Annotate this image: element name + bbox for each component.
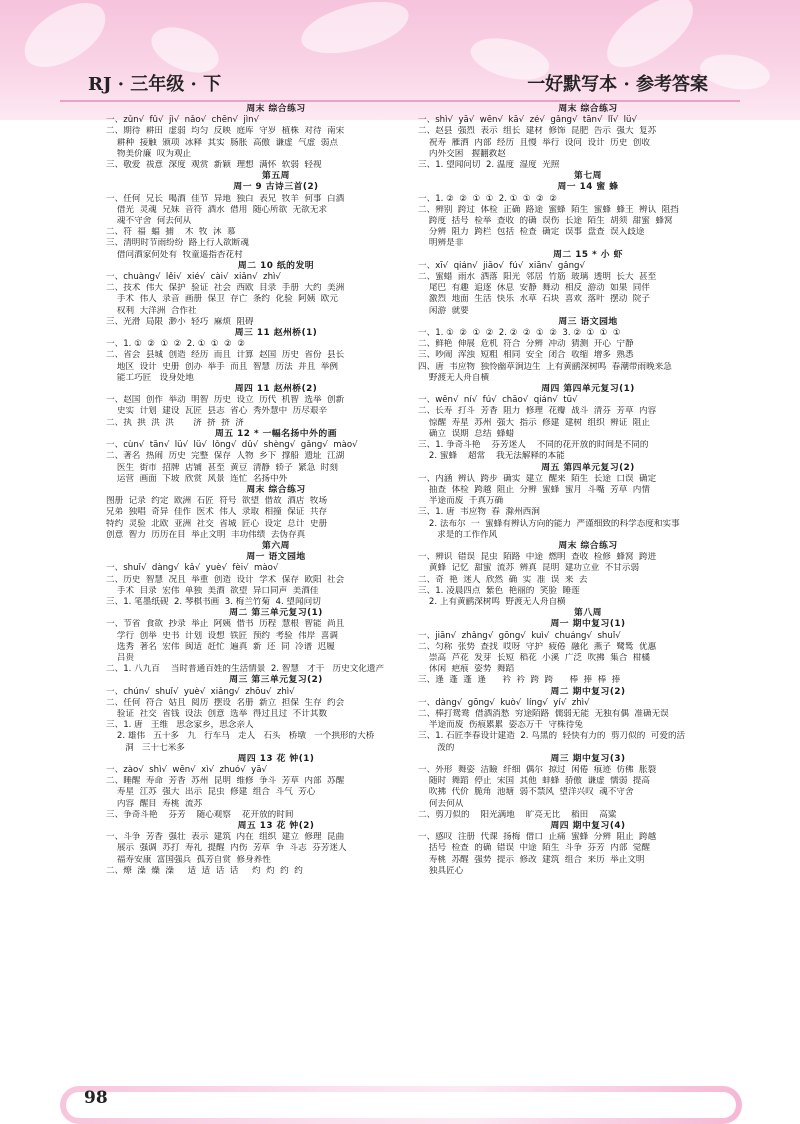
answer-section bbox=[106, 675, 446, 753]
answer-section bbox=[106, 608, 446, 675]
answer-line: 吕贵 bbox=[106, 652, 135, 663]
answer-line: 三、敬爱 祓意 深度 观赏 新颖 理想 满怀 软弱 轻视 bbox=[106, 160, 322, 171]
answer-line: 借问酒家何处有 牧童遥指杏花村 bbox=[106, 249, 243, 260]
section-title: 周四 第四单元复习(1) bbox=[541, 384, 635, 395]
section-title: 周三 期中复习(3) bbox=[550, 753, 626, 764]
answer-line: 图册 记录 约定 欧洲 石匠 符号 欲望 借故 酒店 牧场 bbox=[106, 496, 328, 507]
answer-line: 一、chún√ shuǐ√ yuè√ xiǎng√ zhōu√ zhì√ bbox=[106, 686, 295, 697]
answer-line: 跨度 括号 检举 查收 的确 误伤 长途 陌生 胡须 甜蜜 蜂窝 bbox=[418, 216, 673, 227]
answer-line: 洞 三十七米多 bbox=[106, 742, 185, 753]
answer-section bbox=[106, 384, 446, 429]
answer-line: 随时 舞蹈 停止 宋国 其他 蚌蜂 骄傲 谦虚 懦弱 提高 bbox=[418, 776, 650, 787]
answer-section bbox=[106, 541, 446, 552]
answer-line: 三、1. 凌晨四点 紫色 艳丽的 笑脸 睡莲 bbox=[418, 585, 580, 596]
answer-line: 一、xī√ qián√ jiāo√ fú√ xiān√ gǎng√ bbox=[418, 260, 585, 271]
section-title: 第七周 bbox=[574, 171, 602, 182]
answer-column-left bbox=[106, 104, 446, 877]
answer-line: 二、任何 符合 姑且 阅历 摆设 名册 新立 担保 生存 约会 bbox=[106, 697, 345, 708]
answer-line: 一、外形 舞姿 洁瞼 纤细 偶尔 掠过 闲倦 痕迹 仿佛 胀裂 bbox=[418, 764, 657, 775]
section-title: 周二 10 纸的发明 bbox=[237, 260, 315, 271]
answer-line: 学行 创举 史书 计划 设想 铁匠 预约 考验 伟岸 喜调 bbox=[106, 630, 338, 641]
answer-line: 二、历史 智慧 况且 举重 创造 设计 学术 保存 欧阳 社会 bbox=[106, 574, 345, 585]
answer-line: 二、技术 伟大 保护 验证 社会 西欧 目录 手册 大约 美洲 bbox=[106, 283, 345, 294]
answer-line: 一、shì√ yā√ wēn√ kā√ zé√ gǎng√ tān√ lǐ√ lǚ√ bbox=[418, 115, 637, 126]
answer-line: 二、蜜蜡 雨水 洒落 阳光 邻居 竹筋 玻璃 透明 长大 甚至 bbox=[418, 272, 657, 283]
section-title: 周四 期中复习(4) bbox=[550, 821, 626, 831]
answer-line: 二、长寿 打斗 芳香 阻力 修理 花瓣 战斗 清芬 芳草 内容 bbox=[418, 406, 657, 417]
answer-line: 特约 灵验 北欧 亚洲 社交 省城 匠心 设定 总计 史册 bbox=[106, 518, 328, 529]
header-book-title: 一好默写本 · 参考答案 bbox=[527, 74, 708, 95]
answer-line: 二、睡醒 寿命 芳香 苏州 昆明 维修 争斗 芳草 内部 苏醒 bbox=[106, 776, 345, 787]
answer-column-right bbox=[418, 104, 758, 877]
answer-line: 二、鲜艳 伸展 危机 符合 分辨 冲动 猜测 开心 宁静 bbox=[418, 339, 634, 350]
answer-line: 祝寿 雁洒 内部 经历 且慢 举行 设问 设计 历史 创收 bbox=[418, 137, 650, 148]
answer-line: 三、1. 唐 韦应物 春 滁州西涧 bbox=[418, 507, 540, 518]
answer-line: 三、争奇斗艳 芬芳 随心观察 花开放的时间 bbox=[106, 809, 294, 820]
answer-section bbox=[418, 317, 758, 384]
answer-line: 吹拂 代价 脆角 池塘 弱不禁风 望洋兴叹 魂不守舍 bbox=[418, 787, 634, 798]
answer-line: 半途而废 千真万确 bbox=[418, 496, 504, 507]
page-number: 98 bbox=[84, 1088, 108, 1108]
answer-line: 福寿安康 富国强兵 孤芳自赏 修身养性 bbox=[106, 854, 271, 865]
answer-line: 分辨 阻力 跨栏 包括 检查 确定 误事 盘查 误入歧途 bbox=[418, 227, 645, 238]
answer-line: 一、jiān√ zhǎng√ gōng√ kuì√ chuáng√ shuǐ√ bbox=[418, 630, 621, 641]
answer-line: 三、1. 石匠李春设计建造 2. 鸟黑的 轻快有力的 剪刀似的 可爱的活 bbox=[418, 731, 686, 742]
answer-line: 一、1. ② ② ① ① 2. ① ① ② ② bbox=[418, 193, 557, 204]
answer-line: 耕种 接触 颁项 冰释 其实 肠胀 高傲 谦虚 气虚 弱点 bbox=[106, 137, 338, 148]
answer-line: 尾巴 有趣 追逐 休息 安静 舞动 相反 游动 如果 同伴 bbox=[418, 283, 650, 294]
answer-section bbox=[106, 182, 446, 260]
answer-line: 二、匀称 张势 查找 哎呀 守护 疲倦 融化 燕子 鹭鸶 优惠 bbox=[418, 641, 657, 652]
answer-line: 求是的工作作风 bbox=[418, 529, 498, 540]
answer-section bbox=[106, 552, 446, 608]
section-title: 周四 11 赵州桥(2) bbox=[234, 384, 318, 395]
section-title: 周一 9 古诗三首(2) bbox=[233, 182, 319, 193]
answer-line: 展示 强调 苏打 寿礼 提醒 内伤 芳草 争 斗志 芬芳迷人 bbox=[106, 843, 347, 854]
answer-line: 休闲 疤痕 姿势 舞蹈 bbox=[418, 664, 515, 675]
answer-section bbox=[418, 384, 758, 462]
answer-line: 2. 上有黄鹂深树鸣 野渡无人舟自横 bbox=[418, 596, 566, 607]
answer-line: 二、省会 县城 创造 经历 而且 计算 赵国 历史 省份 县长 bbox=[106, 350, 345, 361]
answer-section bbox=[106, 821, 446, 877]
answer-line: 权利 大洋洲 合作社 bbox=[106, 305, 197, 316]
answer-line: 兄弟 独唱 奇异 佳作 医术 伟人 录取 相撞 保证 共存 bbox=[106, 507, 328, 518]
answer-line: 二、奇 艳 迷人 欣然 确 实 准 误 来 去 bbox=[418, 574, 588, 585]
answer-section bbox=[106, 261, 446, 328]
answer-section bbox=[418, 619, 758, 686]
answer-line: 一、感叹 注册 代课 扬梅 借口 止痛 蜜蜂 分辨 阻止 跨越 bbox=[418, 832, 657, 843]
answer-line: 魂不守舍 何去何从 bbox=[106, 216, 192, 227]
answer-line: 三、1. 唐 王维 思念家乡，思念亲人 bbox=[106, 720, 254, 731]
section-title: 周一 14 蜜 蜂 bbox=[557, 182, 619, 193]
header-grade-label: RJ · 三年级 · 下 bbox=[88, 74, 222, 95]
answer-section bbox=[418, 250, 758, 317]
answer-line: 内容 醒目 寿桃 流苏 bbox=[106, 798, 203, 809]
answer-line: 借光 灵魂 兄妹 音符 酒水 借用 随心所欲 无欲无求 bbox=[106, 204, 328, 215]
answer-line: 二、辨别 跨过 体检 正确 路途 蜜蜂 陌生 蜜蜂 蜂王 辨认 阻挡 bbox=[418, 204, 679, 215]
section-title: 周末 综合练习 bbox=[558, 104, 618, 114]
answer-line: 二、著名 热闹 历史 完整 保存 人物 乡下 撑船 遗址 江湖 bbox=[106, 451, 345, 462]
answer-line: 一、zǔn√ fǔ√ jì√ nǎo√ chēn√ jìn√ bbox=[106, 115, 260, 126]
answer-line: 一、wēn√ ní√ fú√ chāo√ qián√ tū√ bbox=[418, 395, 578, 406]
answer-section bbox=[106, 328, 446, 384]
answer-line: 二、燎 澡 燥 澡 适 适 话 话 灼 灼 约 约 bbox=[106, 865, 303, 876]
answer-section bbox=[106, 754, 446, 821]
answer-line: 三、1. 笔墨纸砚 2. 琴棋书画 3. 梅兰竹菊 4. 望闻问切 bbox=[106, 596, 321, 607]
answer-section bbox=[106, 429, 446, 485]
answer-line: 2. 雄伟 五十多 九 行车马 走人 石头 桥墩 一个拱形的大桥 bbox=[106, 731, 375, 742]
section-title: 周二 15 * 小 虾 bbox=[553, 249, 623, 260]
answer-line: 激烈 地面 生活 快乐 水草 石块 喜欢 落叶 摆动 院子 bbox=[418, 294, 650, 305]
answer-line: 医生 街市 招牌 店铺 甚至 黄豆 清静 轿子 紧急 时刻 bbox=[106, 462, 338, 473]
answer-line: 抽查 体检 跨越 阻止 分辨 蜜蜂 蜜月 斗嘴 芳草 内情 bbox=[418, 484, 650, 495]
answer-line: 运营 画面 下坡 欣赏 风景 连忙 名扬中外 bbox=[106, 473, 288, 484]
section-title: 周二 期中复习(2) bbox=[550, 686, 626, 697]
section-title: 第六周 bbox=[262, 540, 290, 551]
answer-section bbox=[418, 821, 758, 877]
answer-line: 2. 法布尔 一 蜜蜂有辨认方向的能力 严谨细致的科学态度和实事 bbox=[418, 518, 680, 529]
section-title: 周三 11 赵州桥(1) bbox=[234, 328, 318, 339]
answer-line: 一、斗争 芳香 强壮 表示 建筑 内在 组织 建立 修理 昆曲 bbox=[106, 832, 345, 843]
answer-line: 一、任何 兄长 喝酒 佳节 异地 独白 表兄 牧羊 何事 白酒 bbox=[106, 193, 345, 204]
petal-decoration bbox=[297, 0, 413, 59]
answer-line: 三、光滑 局限 渺小 轻巧 麻烦 阻碍 bbox=[106, 316, 254, 327]
answer-section bbox=[418, 463, 758, 541]
answer-line: 一、cùn√ tān√ lǚ√ lǜ√ lǒng√ dǔ√ shèng√ gǎng√ mào√ bbox=[106, 440, 358, 451]
answer-line: 独具匠心 bbox=[418, 865, 464, 876]
answer-line: 半途而废 伤痕累累 姿态万千 守株待兔 bbox=[418, 720, 583, 731]
answer-line: 一、1. ① ② ① ② 2. ① ① ② ② bbox=[106, 339, 245, 350]
answer-line: 一、内涵 辨认 跨步 确实 建立 醒来 陌生 长途 口误 确定 bbox=[418, 473, 657, 484]
section-title: 周一 语文园地 bbox=[246, 552, 306, 563]
answer-line: 二、剪刀似的 阳光满地 旷亮无比 稻田 高粱 bbox=[418, 809, 617, 820]
answer-line: 一、1. ① ② ① ② 2. ② ② ① ② 3. ② ① ① ① bbox=[418, 328, 621, 339]
answer-line: 何去何从 bbox=[418, 798, 464, 809]
answer-line: 惊醒 寿星 苏州 强大 指示 修建 建树 组织 辨证 阻止 bbox=[418, 417, 650, 428]
answer-line: 内外交困 握翻救赵 bbox=[418, 148, 506, 159]
answer-line: 2. 蜜蜂 超常 我无法解释的本能 bbox=[418, 451, 565, 462]
petal-decoration bbox=[14, 0, 117, 77]
section-title: 周二 第三单元复习(1) bbox=[229, 608, 323, 619]
answer-section bbox=[418, 754, 758, 821]
answer-line: 二、1. 八九百 当时普通百姓的生活情景 2. 智慧 才干 历史文化遗产 bbox=[106, 664, 385, 675]
section-title: 周五 第四单元复习(2) bbox=[541, 462, 635, 473]
answer-section bbox=[418, 182, 758, 249]
answer-line: 手术 目录 宏伟 单独 美酒 欲望 异口同声 美酒佳 bbox=[106, 585, 319, 596]
answer-line: 一、shuǐ√ dàng√ kǎ√ yuè√ fèi√ mào√ bbox=[106, 563, 279, 574]
section-title: 第五周 bbox=[262, 171, 290, 182]
answer-line: 三、1. 望闻问切 2. 温度 湿度 光照 bbox=[418, 160, 560, 171]
answer-line: 野渡无人舟自横 bbox=[418, 372, 490, 383]
answer-line: 选秀 著名 宏伟 闽适 赶忙 遍真 新 还 同 冷谱 迟履 bbox=[106, 641, 335, 652]
section-title: 周一 期中复习(1) bbox=[550, 619, 626, 630]
answer-line: 三、吵闹 浑浊 短粗 相同 安全 闭合 收缩 增多 熟悉 bbox=[418, 350, 634, 361]
answer-line: 验证 社交 省钱 设法 创意 选举 得过且过 不计其数 bbox=[106, 708, 328, 719]
page-footer-band bbox=[60, 1086, 742, 1124]
section-title: 周四 13 花 钟(1) bbox=[237, 753, 315, 764]
answer-line: 二、赵县 强烈 表示 组长 建材 修饰 昆肥 告示 强大 复苏 bbox=[418, 126, 657, 137]
answer-line: 一、辨识 错误 昆虫 陌路 中途 燃明 查收 检修 蜂窝 跨进 bbox=[418, 552, 657, 563]
answer-line: 一、dàng√ gōng√ kuò√ líng√ yí√ zhì√ bbox=[418, 697, 590, 708]
answer-line: 闲游 就要 bbox=[418, 305, 469, 316]
section-title: 周五 13 花 钟(2) bbox=[237, 821, 315, 831]
answer-line: 确立 误期 总结 蜂蜡 bbox=[418, 428, 515, 439]
section-title: 周三 第三单元复习(2) bbox=[229, 675, 323, 686]
header-divider bbox=[60, 100, 740, 102]
answer-section bbox=[418, 687, 758, 754]
answer-line: 寿桃 苏醒 强势 提示 修改 建筑 组合 来历 举止文明 bbox=[418, 854, 645, 865]
answer-section bbox=[418, 171, 758, 182]
answer-line: 三、1. 争奇斗艳 芬芳迷人 不同的花开放的时间是不同的 bbox=[418, 440, 649, 451]
answer-line: 手术 伟人 录音 画册 保卫 存亡 条约 化验 阿姨 欧元 bbox=[106, 294, 338, 305]
petal-decoration bbox=[595, 0, 706, 78]
answer-line: 泼的 bbox=[418, 742, 455, 753]
answer-line: 崇高 芦花 发芽 长短 稻花 小溪 广泛 吹拂 集合 柑橘 bbox=[418, 652, 650, 663]
answer-line: 黄蜂 记忆 甜蜜 流苏 辨真 昆明 建功立业 不甘示弱 bbox=[418, 563, 640, 574]
answer-section bbox=[418, 541, 758, 608]
answer-line: 史实 计划 建设 瓦匠 县志 省心 秀外慧中 历尽艰辛 bbox=[106, 406, 328, 417]
answer-section bbox=[106, 485, 446, 541]
section-title: 周末 综合练习 bbox=[558, 540, 618, 551]
answer-line: 创意 智力 历历在目 举止文明 丰功伟绩 去伪存真 bbox=[106, 529, 306, 540]
answer-line: 二、棒打鸳鸯 借酒消愁 穷途陌路 儒弱无能 无独有偶 准确无误 bbox=[418, 708, 669, 719]
answer-line: 四、唐 韦应物 独怜幽草涧边生 上有黄鹂深树鸣 春潮带雨晚来急 bbox=[418, 361, 672, 372]
answer-line: 三、清明时节雨纷纷 路上行人欲断魂 bbox=[106, 238, 249, 249]
answer-line: 一、chuàng√ lěi√ xié√ cài√ xiǎn√ zhì√ bbox=[106, 272, 281, 283]
petal-decoration bbox=[697, 47, 773, 98]
section-title: 周末 综合练习 bbox=[246, 104, 306, 114]
answer-line: 物美价廉 叹为观止 bbox=[106, 148, 192, 159]
answer-line: 一、赵国 创作 举动 明智 历史 设立 历代 机智 选举 创新 bbox=[106, 395, 345, 406]
answer-line: 寿星 江苏 强大 出示 昆虫 修建 组合 斗气 芳心 bbox=[106, 787, 316, 798]
section-title: 周末 综合练习 bbox=[246, 484, 306, 495]
section-title: 周三 语文园地 bbox=[558, 316, 618, 327]
answer-line: 一、zào√ shì√ wēn√ xì√ zhuó√ yā√ bbox=[106, 764, 267, 775]
answer-line: 能工巧匠 设身处地 bbox=[106, 372, 194, 383]
answer-line: 二、符 福 蝠 捕 木 牧 沐 慕 bbox=[106, 227, 236, 238]
answer-line: 二、执 拱 洪 洪 济 挤 挤 济 bbox=[106, 417, 244, 428]
section-title: 周五 12 * 一幅名扬中外的画 bbox=[215, 428, 337, 439]
answer-line: 地区 设计 史册 创办 举手 而且 智慧 历法 并且 举例 bbox=[106, 361, 338, 372]
answer-section bbox=[106, 171, 446, 182]
answer-section bbox=[418, 104, 758, 171]
answer-section bbox=[418, 608, 758, 619]
answer-line: 三、逢 蓬 蓬 逢 衿 衿 跨 跨 棒 捧 棒 捧 bbox=[418, 675, 621, 686]
answer-line: 括号 检查 的确 错误 中途 陌生 斗争 芬芳 内部 觉醒 bbox=[418, 843, 650, 854]
answer-line: 明辨是非 bbox=[418, 238, 464, 249]
answer-section bbox=[106, 104, 446, 171]
page-header-band bbox=[0, 0, 800, 120]
section-title: 第八周 bbox=[574, 608, 602, 619]
answer-line: 二、期待 耕田 虚弱 均匀 反映 庭库 守岁 植株 对待 南宋 bbox=[106, 126, 345, 137]
answer-line: 一、节省 食欲 抄录 举止 阿姨 借书 历程 慧根 智能 尚且 bbox=[106, 619, 345, 630]
